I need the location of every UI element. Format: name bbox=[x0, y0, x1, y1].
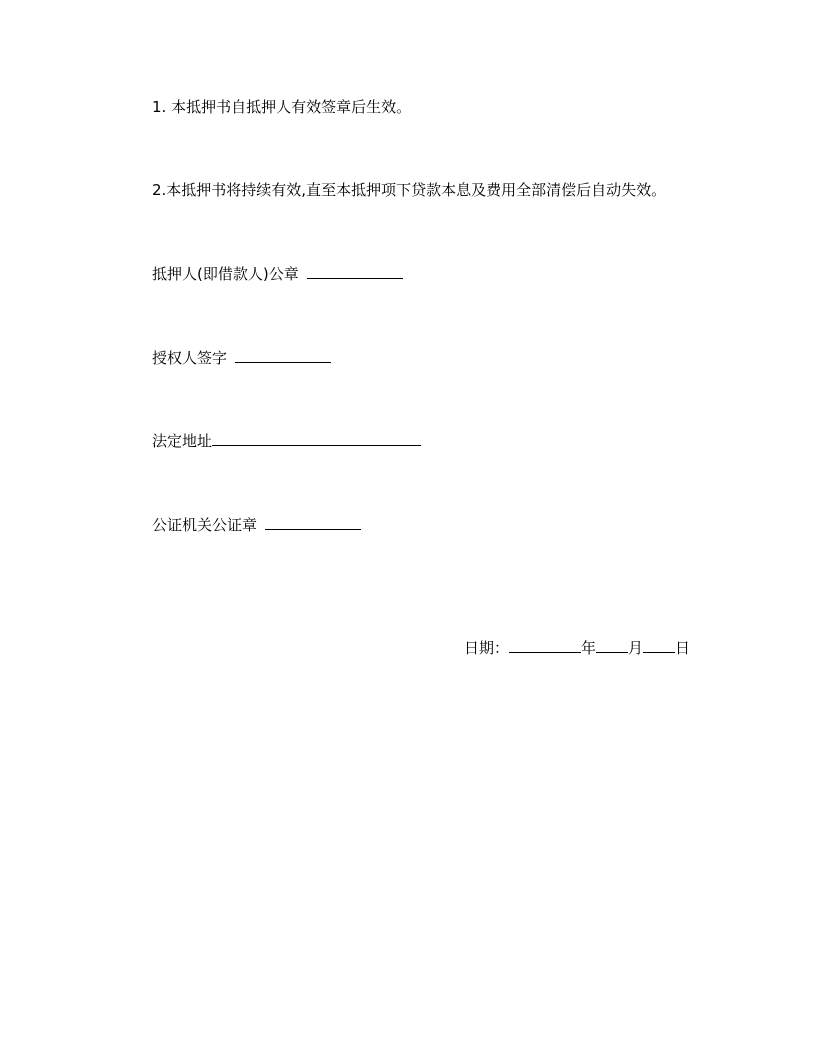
date-month-blank[interactable] bbox=[596, 636, 628, 653]
mortgagor-seal-blank[interactable] bbox=[307, 262, 403, 279]
legal-address-label: 法定地址 bbox=[152, 432, 213, 450]
authorized-signature-label: 授权人签字 bbox=[152, 349, 228, 367]
legal-address-row bbox=[152, 429, 421, 451]
date-year-label: 年 bbox=[581, 639, 597, 657]
notary-seal-blank[interactable] bbox=[265, 513, 361, 530]
mortgagor-seal-label: 抵押人(即借款人)公章 bbox=[152, 265, 299, 283]
authorized-signature-row bbox=[152, 346, 331, 368]
notary-seal-label: 公证机关公证章 bbox=[152, 516, 258, 534]
legal-address-blank[interactable] bbox=[212, 429, 421, 446]
mortgagor-seal-row bbox=[152, 262, 403, 284]
date-label: 日期： bbox=[464, 639, 510, 657]
date-year-blank[interactable] bbox=[509, 636, 581, 653]
notary-seal-row bbox=[152, 513, 361, 535]
authorized-signature-blank[interactable] bbox=[235, 346, 331, 363]
clause-1: 1. 本抵押书自抵押人有效签章后生效。 bbox=[152, 98, 412, 116]
date-day-label: 日 bbox=[675, 639, 691, 657]
clause-2: 2.本抵押书将持续有效,直至本抵押项下贷款本息及费用全部清偿后自动失效。 bbox=[152, 181, 667, 199]
date-month-label: 月 bbox=[628, 639, 644, 657]
date-day-blank[interactable] bbox=[643, 636, 675, 653]
date-row bbox=[464, 636, 690, 658]
